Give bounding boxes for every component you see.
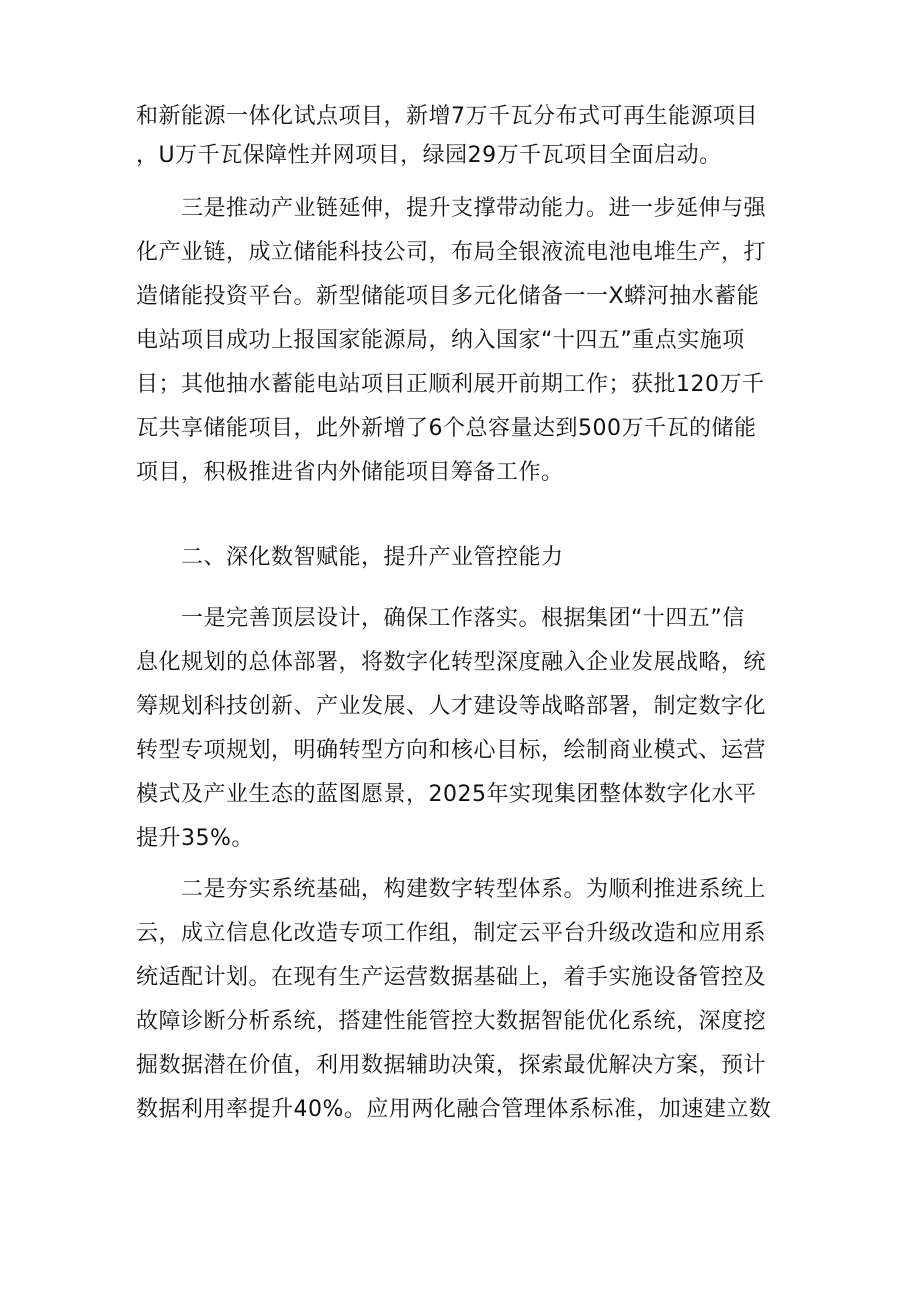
text-line: 三是推动产业链延伸，提升支撑带动能力。进一步延伸与强 — [136, 196, 767, 221]
text-line: 统适配计划。在现有生产运营数据基础上，着手实施设备管控及 — [136, 965, 767, 990]
text-line: 二是夯实系统基础，构建数字转型体系。为顺利推进系统上 — [136, 877, 767, 902]
text-line: 掘数据潜在价值，利用数据辅助决策，探索最优解决方案，预计 — [136, 1053, 767, 1078]
text-line: 造储能投资平台。新型储能项目多元化储备一一X蟒河抽水蓄能 — [136, 284, 760, 309]
text-line: 瓦共享储能项目，此外新增了6个总容量达到500万千瓦的储能 — [136, 416, 757, 441]
text-line: 电站项目成功上报国家能源局，纳入国家“十四五”重点实施项 — [136, 328, 745, 353]
text-line: 转型专项规划，明确转型方向和核心目标，绘制商业模式、运营 — [136, 738, 767, 763]
text-line: 化产业链，成立储能科技公司，布局全银液流电池电堆生产，打 — [136, 240, 767, 265]
text-line: 目；其他抽水蓄能电站项目正顺利展开前期工作；获批120万千 — [136, 372, 765, 397]
text-line: 项目，积极推进省内外储能项目筹备工作。 — [136, 460, 564, 485]
text-line: 故障诊断分析系统，搭建性能管控大数据智能优化系统，深度挖 — [136, 1009, 767, 1034]
text-line: 一是完善顶层设计，确保工作落实。根据集团“十四五”信 — [136, 606, 745, 631]
section-heading-line: 二、深化数智赋能，提升产业管控能力 — [136, 545, 564, 570]
text-line: ，U万千瓦保障性并网项目，绿园29万千瓦项目全面启动。 — [136, 143, 722, 168]
text-line: 和新能源一体化试点项目，新增7万千瓦分布式可再生能源项目 — [136, 104, 758, 129]
text-line: 筹规划科技创新、产业发展、人才建设等战略部署，制定数字化 — [136, 694, 767, 719]
text-line: 数据利用率提升40%。应用两化融合管理体系标准，加速建立数 — [136, 1097, 772, 1122]
text-line: 模式及产业生态的蓝图愿景，2025年实现集团整体数字化水平 — [136, 782, 757, 807]
text-line: 息化规划的总体部署，将数字化转型深度融入企业发展战略，统 — [136, 650, 767, 675]
text-line: 提升35%。 — [136, 826, 254, 851]
text-line: 云，成立信息化改造专项工作组，制定云平台升级改造和应用系 — [136, 921, 767, 946]
